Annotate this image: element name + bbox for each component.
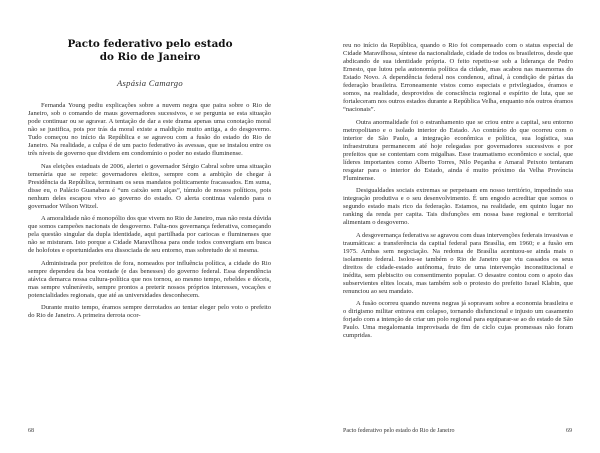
article-title [0,38,300,64]
title-line-1: Pacto federativo pelo estado [67,38,233,50]
paragraph: reu no início da República, quando o Rio foi compensado com o status especial de Cidade Maravilhosa, síntese da nacionalidade, cidade de todos os brasileiros, desde que abdicando de sua identidade própria. O feito repetiu-se sob a liderança de Pedro Ernesto, que lutou pela autonomia política da cidade, mas acabou nas masmorras do Estado Novo. A dependência federal nos condenou, afinal, à condição de párias da federação brasileira. Erroneamente vistos como especiais e privilegiados, éramos e somos, na realidade, desprovidos de consciência regional e espírito de luta, que se fortaleceram nos outros estados durante a República Velha, enquanto nós outros éramos “nacionais”. [343,42,573,113]
paragraph: Durante muito tempo, éramos sempre derrotados ao tentar eleger pelo voto o prefeito do Rio de Janeiro. A primeira derrota ocor- [28,304,271,320]
paragraph: Nas eleições estaduais de 2006, alertei o governador Sérgio Cabral sobre uma situação temerária que se repete: governadores eleitos, sempre com a ambição de chegar à Presidência da República, terminam os seus mandatos politicamente fracassados. Em suma, disse eu, o Palácio Guanabara é “um caixão sem alças”, túmulo de nossos políticos, pois nenhum deles escapou vivo ao governo do estado. O alerta continua valendo para o governador Wilson Witzel. [28,162,271,210]
paragraph: Fernanda Young pediu explicações sobre a nuvem negra que paira sobre o Rio de Janeiro, sob o comando de maus governadores sucessivos, e se pergunta se esta situação pode continuar ou se agravar. A tentação de dar a este drama apenas uma conotação moral não se justifica, pois por trás da moral existe a maldição muito antiga, a do desgoverno. Tudo começou no início da República e se agravou com a fusão do estado do Rio de Janeiro. Na realidade, a culpa é de um pacto federativo às avessas, que se instalou entre os três níveis de governo que dividem em condomínio o poder no estado fluminense. [28,102,271,157]
paragraph: A fusão ocorreu quando nuvens negras já sopravam sobre a economia brasileira e o dirigismo militar entrava em colapso, tornando disfuncional e injusto um casamento forjado com a intenção de criar um polo regional para equiparar-se ao do estado de São Paulo. Uma megalomania improvisada de fim de ciclo cujas promessas não foram cumpridas. [343,300,573,340]
paragraph: A desgovernança federativa se agravou com duas intervenções federais invasivas e traumáticas: a transferência da capital federal para Brasília, em 1960; e a fusão em 1975. Ambas sem negociação. Na redoma de Brasília acentuou-se ainda mais o isolamento federal. Isolou-se também o Rio de Janeiro que viu cassados os seus direitos de cidade-estado autônoma, fruto de uma intervenção inconstitucional e inédita, sem plebiscito ou consentimento popular. O desastre contou com o apoio das subservientes elites locais, mas também sob o protesto do prefeito Israel Klabin, que renunciou ao seu mandato. [343,231,573,295]
paragraph: Desigualdades sociais extremas se perpetuam em nosso território, impedindo sua integração produtiva e o seu desenvolvimento. É um engodo acreditar que somos o segundo estado mais rico da federação. Estamos, na realidade, em quinto lugar no ranking da renda per capita. Tais disfunções em nossa base regional e territorial alimentam o desgoverno. [343,187,573,227]
page-number: 69 [566,428,572,434]
title-line-2: do Rio de Janeiro [99,51,201,63]
paragraph: A amoralidade não é monopólio dos que vivem no Rio de Janeiro, mas não resta dúvida que somos campeões nacionais de desgoverno. Falta-nos governança federativa, começando pela questão singular da dupla identidade, aqui partilhada por cariocas e fluminenses que não se misturam. Isto porque a Cidade Maravilhosa para onde todos convergiam em busca de holofotes e oportunidades era dissociada de seu entorno, mas sobretudo de si mesma. [28,215,271,255]
page-number: 68 [28,428,34,434]
running-footer: Pacto federativo pelo estado do Rio de Janeiro [343,428,455,434]
author-name: Aspásia Camargo [116,78,183,88]
right-body-text [343,42,573,345]
paragraph: Outra anormalidade foi o estranhamento que se criou entre a capital, seu entorno metropolitano e o isolado interior do Estado. Ao contrário do que ocorreu com o interior de São Paulo, a integração econômica e política, sua logística, sua infraestrutura permanecem até hoje relegadas por governadores sucessivos e por prefeitos que se contentam com migalhas. Esse traumatismo econômico e social, que líderes importantes como Alberto Torres, Nilo Peçanha e Amaral Peixoto tentaram resgatar para o interior do Estado, ainda é muito próximo da Velha Província Fluminense. [343,118,573,182]
right-page [300,0,600,453]
paragraph: Administrada por prefeitos de fora, nomeados por influência política, a cidade do Rio sempre dependeu da boa vontade (e das benesses) do governo federal. Essa dependência atávica demarca nossa cultura-política que nos tornou, ao mesmo tempo, rebeldes e dóceis, mas sempre vulneráveis, sempre prontos a preterir nossos próprios interesses, vocações e potencialidades regionais, que até as universidades desconhecem. [28,259,271,299]
left-body-text [28,102,271,325]
